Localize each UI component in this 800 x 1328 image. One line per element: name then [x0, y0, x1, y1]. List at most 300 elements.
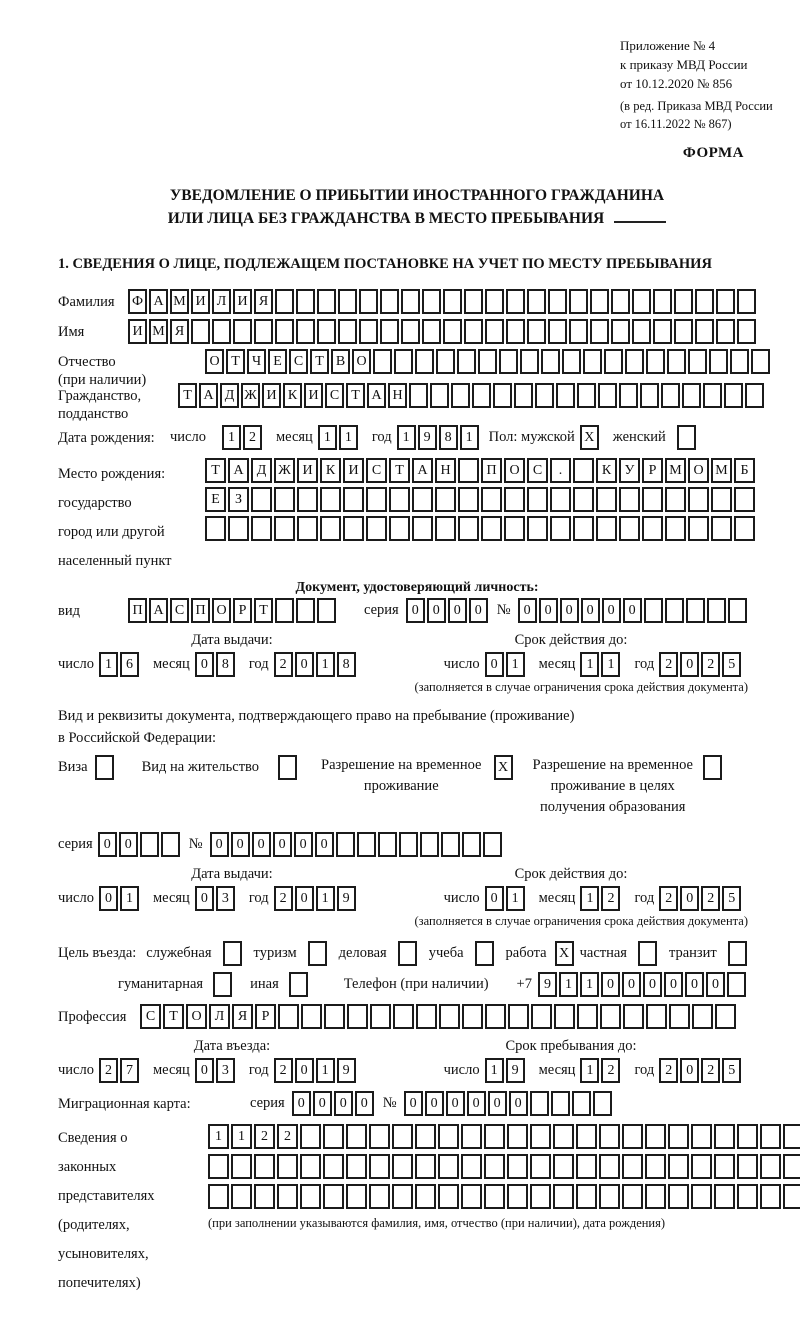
char-cell[interactable]: 9: [418, 425, 437, 450]
char-cell[interactable]: [714, 1184, 735, 1209]
char-cell[interactable]: [389, 516, 410, 541]
char-cell[interactable]: 2: [601, 1058, 620, 1083]
char-cell[interactable]: [297, 516, 318, 541]
char-cell[interactable]: Р: [233, 598, 252, 623]
char-cell[interactable]: [481, 516, 502, 541]
char-cell[interactable]: [343, 516, 364, 541]
char-cell[interactable]: [412, 516, 433, 541]
char-cell[interactable]: И: [128, 319, 147, 344]
char-cell[interactable]: А: [199, 383, 218, 408]
char-cell[interactable]: И: [233, 289, 252, 314]
char-cell[interactable]: 0: [485, 886, 504, 911]
char-cell[interactable]: 1: [99, 652, 118, 677]
char-cell[interactable]: 0: [404, 1091, 423, 1116]
char-cell[interactable]: [577, 383, 596, 408]
char-cell[interactable]: П: [128, 598, 147, 623]
purpose-tourism-checkbox[interactable]: [308, 941, 327, 966]
char-cell[interactable]: 0: [273, 832, 292, 857]
char-cell[interactable]: Т: [226, 349, 245, 374]
char-cell[interactable]: 1: [580, 886, 599, 911]
char-cell[interactable]: [737, 289, 756, 314]
char-cell[interactable]: [409, 383, 428, 408]
char-cell[interactable]: 2: [243, 425, 262, 450]
purpose-private-checkbox[interactable]: [638, 941, 657, 966]
char-cell[interactable]: [550, 487, 571, 512]
char-cell[interactable]: 1: [208, 1124, 229, 1149]
char-cell[interactable]: 9: [337, 886, 356, 911]
char-cell[interactable]: [783, 1154, 800, 1179]
char-cell[interactable]: [320, 516, 341, 541]
char-cell[interactable]: [451, 383, 470, 408]
char-cell[interactable]: Я: [232, 1004, 253, 1029]
char-cell[interactable]: 0: [292, 1091, 311, 1116]
char-cell[interactable]: О: [212, 598, 231, 623]
char-cell[interactable]: 0: [231, 832, 250, 857]
char-cell[interactable]: [711, 487, 732, 512]
char-cell[interactable]: 0: [252, 832, 271, 857]
char-cell[interactable]: [296, 319, 315, 344]
char-cell[interactable]: [653, 319, 672, 344]
char-cell[interactable]: [438, 1154, 459, 1179]
char-cell[interactable]: [645, 1154, 666, 1179]
char-cell[interactable]: [412, 487, 433, 512]
char-cell[interactable]: [420, 832, 439, 857]
char-cell[interactable]: К: [283, 383, 302, 408]
char-cell[interactable]: [688, 516, 709, 541]
char-cell[interactable]: [646, 1004, 667, 1029]
char-cell[interactable]: [338, 319, 357, 344]
char-cell[interactable]: П: [191, 598, 210, 623]
char-cell[interactable]: О: [186, 1004, 207, 1029]
char-cell[interactable]: 5: [722, 652, 741, 677]
char-cell[interactable]: Е: [205, 487, 226, 512]
char-cell[interactable]: [140, 832, 159, 857]
char-cell[interactable]: [359, 319, 378, 344]
char-cell[interactable]: [783, 1124, 800, 1149]
char-cell[interactable]: У: [619, 458, 640, 483]
char-cell[interactable]: [275, 319, 294, 344]
char-cell[interactable]: [317, 319, 336, 344]
char-cell[interactable]: [667, 349, 686, 374]
char-cell[interactable]: 1: [460, 425, 479, 450]
char-cell[interactable]: [619, 383, 638, 408]
char-cell[interactable]: 0: [664, 972, 683, 997]
char-cell[interactable]: [527, 289, 546, 314]
char-cell[interactable]: [399, 832, 418, 857]
char-cell[interactable]: [527, 516, 548, 541]
char-cell[interactable]: [596, 487, 617, 512]
char-cell[interactable]: 0: [446, 1091, 465, 1116]
char-cell[interactable]: [317, 598, 336, 623]
char-cell[interactable]: И: [262, 383, 281, 408]
char-cell[interactable]: [590, 289, 609, 314]
char-cell[interactable]: С: [527, 458, 548, 483]
char-cell[interactable]: [600, 1004, 621, 1029]
char-cell[interactable]: [576, 1124, 597, 1149]
char-cell[interactable]: [254, 1154, 275, 1179]
char-cell[interactable]: [493, 383, 512, 408]
char-cell[interactable]: [430, 383, 449, 408]
char-cell[interactable]: 9: [538, 972, 557, 997]
char-cell[interactable]: [599, 1124, 620, 1149]
char-cell[interactable]: [506, 319, 525, 344]
char-cell[interactable]: 5: [722, 1058, 741, 1083]
char-cell[interactable]: [569, 289, 588, 314]
char-cell[interactable]: 1: [318, 425, 337, 450]
char-cell[interactable]: [251, 516, 272, 541]
sex-female-checkbox[interactable]: [677, 425, 696, 450]
char-cell[interactable]: [346, 1154, 367, 1179]
char-cell[interactable]: К: [320, 458, 341, 483]
char-cell[interactable]: [590, 319, 609, 344]
char-cell[interactable]: [530, 1154, 551, 1179]
char-cell[interactable]: Е: [268, 349, 287, 374]
char-cell[interactable]: [548, 289, 567, 314]
char-cell[interactable]: 0: [355, 1091, 374, 1116]
char-cell[interactable]: [394, 349, 413, 374]
char-cell[interactable]: [438, 1124, 459, 1149]
char-cell[interactable]: [553, 1154, 574, 1179]
char-cell[interactable]: Н: [435, 458, 456, 483]
char-cell[interactable]: 9: [506, 1058, 525, 1083]
char-cell[interactable]: [422, 289, 441, 314]
char-cell[interactable]: [481, 487, 502, 512]
char-cell[interactable]: [458, 458, 479, 483]
char-cell[interactable]: [461, 1124, 482, 1149]
char-cell[interactable]: [640, 383, 659, 408]
char-cell[interactable]: С: [289, 349, 308, 374]
char-cell[interactable]: [346, 1184, 367, 1209]
char-cell[interactable]: [599, 1184, 620, 1209]
char-cell[interactable]: [323, 1124, 344, 1149]
char-cell[interactable]: [389, 487, 410, 512]
char-cell[interactable]: [751, 349, 770, 374]
char-cell[interactable]: [231, 1154, 252, 1179]
char-cell[interactable]: 1: [506, 652, 525, 677]
char-cell[interactable]: Т: [310, 349, 329, 374]
char-cell[interactable]: [727, 972, 746, 997]
char-cell[interactable]: [556, 383, 575, 408]
char-cell[interactable]: [669, 1004, 690, 1029]
char-cell[interactable]: [336, 832, 355, 857]
char-cell[interactable]: [622, 1184, 643, 1209]
char-cell[interactable]: [573, 487, 594, 512]
char-cell[interactable]: [737, 1184, 758, 1209]
char-cell[interactable]: 0: [334, 1091, 353, 1116]
char-cell[interactable]: [695, 319, 714, 344]
char-cell[interactable]: [507, 1124, 528, 1149]
char-cell[interactable]: 2: [601, 886, 620, 911]
char-cell[interactable]: [212, 319, 231, 344]
char-cell[interactable]: [665, 487, 686, 512]
char-cell[interactable]: 0: [313, 1091, 332, 1116]
char-cell[interactable]: [504, 516, 525, 541]
char-cell[interactable]: [520, 349, 539, 374]
char-cell[interactable]: [443, 289, 462, 314]
char-cell[interactable]: 0: [295, 1058, 314, 1083]
char-cell[interactable]: [668, 1124, 689, 1149]
char-cell[interactable]: [274, 516, 295, 541]
char-cell[interactable]: [441, 832, 460, 857]
char-cell[interactable]: М: [711, 458, 732, 483]
char-cell[interactable]: О: [688, 458, 709, 483]
char-cell[interactable]: [161, 832, 180, 857]
char-cell[interactable]: [611, 289, 630, 314]
char-cell[interactable]: [415, 1184, 436, 1209]
char-cell[interactable]: [485, 289, 504, 314]
char-cell[interactable]: 1: [580, 652, 599, 677]
char-cell[interactable]: И: [297, 458, 318, 483]
char-cell[interactable]: 0: [680, 1058, 699, 1083]
char-cell[interactable]: 0: [602, 598, 621, 623]
char-cell[interactable]: [707, 598, 726, 623]
char-cell[interactable]: [346, 1124, 367, 1149]
char-cell[interactable]: 0: [195, 652, 214, 677]
char-cell[interactable]: З: [228, 487, 249, 512]
char-cell[interactable]: 0: [622, 972, 641, 997]
char-cell[interactable]: [483, 832, 502, 857]
char-cell[interactable]: 2: [701, 886, 720, 911]
char-cell[interactable]: 0: [539, 598, 558, 623]
char-cell[interactable]: 2: [277, 1124, 298, 1149]
char-cell[interactable]: [623, 1004, 644, 1029]
char-cell[interactable]: 0: [467, 1091, 486, 1116]
char-cell[interactable]: 2: [99, 1058, 118, 1083]
char-cell[interactable]: 0: [294, 832, 313, 857]
char-cell[interactable]: 0: [680, 652, 699, 677]
char-cell[interactable]: А: [412, 458, 433, 483]
char-cell[interactable]: [506, 289, 525, 314]
char-cell[interactable]: 1: [339, 425, 358, 450]
char-cell[interactable]: [734, 516, 755, 541]
char-cell[interactable]: [688, 349, 707, 374]
char-cell[interactable]: 1: [316, 886, 335, 911]
char-cell[interactable]: [783, 1184, 800, 1209]
residence-permit-checkbox[interactable]: [278, 755, 297, 780]
char-cell[interactable]: М: [665, 458, 686, 483]
char-cell[interactable]: О: [205, 349, 224, 374]
char-cell[interactable]: 0: [601, 972, 620, 997]
purpose-study-checkbox[interactable]: [475, 941, 494, 966]
char-cell[interactable]: [642, 516, 663, 541]
char-cell[interactable]: 0: [509, 1091, 528, 1116]
char-cell[interactable]: О: [352, 349, 371, 374]
char-cell[interactable]: [535, 383, 554, 408]
char-cell[interactable]: [392, 1154, 413, 1179]
char-cell[interactable]: [369, 1154, 390, 1179]
char-cell[interactable]: [300, 1124, 321, 1149]
char-cell[interactable]: [338, 289, 357, 314]
char-cell[interactable]: [691, 1124, 712, 1149]
char-cell[interactable]: [278, 1004, 299, 1029]
char-cell[interactable]: Ж: [241, 383, 260, 408]
purpose-humanitarian-checkbox[interactable]: [213, 972, 232, 997]
char-cell[interactable]: [619, 516, 640, 541]
char-cell[interactable]: [550, 516, 571, 541]
char-cell[interactable]: [300, 1184, 321, 1209]
char-cell[interactable]: 0: [623, 598, 642, 623]
char-cell[interactable]: [569, 319, 588, 344]
char-cell[interactable]: И: [304, 383, 323, 408]
char-cell[interactable]: М: [170, 289, 189, 314]
char-cell[interactable]: [645, 1184, 666, 1209]
char-cell[interactable]: 2: [701, 1058, 720, 1083]
char-cell[interactable]: [644, 598, 663, 623]
char-cell[interactable]: 0: [469, 598, 488, 623]
char-cell[interactable]: [357, 832, 376, 857]
char-cell[interactable]: [527, 319, 546, 344]
char-cell[interactable]: [554, 1004, 575, 1029]
char-cell[interactable]: 1: [559, 972, 578, 997]
char-cell[interactable]: [548, 319, 567, 344]
char-cell[interactable]: [619, 487, 640, 512]
char-cell[interactable]: 0: [518, 598, 537, 623]
char-cell[interactable]: [573, 458, 594, 483]
char-cell[interactable]: 0: [425, 1091, 444, 1116]
char-cell[interactable]: 6: [120, 652, 139, 677]
char-cell[interactable]: 1: [485, 1058, 504, 1083]
char-cell[interactable]: [551, 1091, 570, 1116]
char-cell[interactable]: [462, 832, 481, 857]
char-cell[interactable]: Т: [205, 458, 226, 483]
char-cell[interactable]: [380, 319, 399, 344]
char-cell[interactable]: [642, 487, 663, 512]
char-cell[interactable]: Л: [212, 289, 231, 314]
char-cell[interactable]: [366, 516, 387, 541]
char-cell[interactable]: К: [596, 458, 617, 483]
char-cell[interactable]: [324, 1004, 345, 1029]
char-cell[interactable]: 1: [397, 425, 416, 450]
char-cell[interactable]: [191, 319, 210, 344]
char-cell[interactable]: Л: [209, 1004, 230, 1029]
char-cell[interactable]: А: [149, 598, 168, 623]
char-cell[interactable]: [296, 598, 315, 623]
char-cell[interactable]: [507, 1184, 528, 1209]
char-cell[interactable]: [583, 349, 602, 374]
char-cell[interactable]: [695, 289, 714, 314]
char-cell[interactable]: [531, 1004, 552, 1029]
char-cell[interactable]: [504, 487, 525, 512]
purpose-business-checkbox[interactable]: [398, 941, 417, 966]
char-cell[interactable]: [275, 289, 294, 314]
char-cell[interactable]: [724, 383, 743, 408]
char-cell[interactable]: [686, 598, 705, 623]
char-cell[interactable]: [393, 1004, 414, 1029]
char-cell[interactable]: [233, 319, 252, 344]
char-cell[interactable]: [401, 319, 420, 344]
char-cell[interactable]: [347, 1004, 368, 1029]
char-cell[interactable]: [415, 1154, 436, 1179]
char-cell[interactable]: [737, 1154, 758, 1179]
char-cell[interactable]: [484, 1124, 505, 1149]
char-cell[interactable]: 1: [120, 886, 139, 911]
char-cell[interactable]: 9: [337, 1058, 356, 1083]
char-cell[interactable]: [439, 1004, 460, 1029]
char-cell[interactable]: [527, 487, 548, 512]
char-cell[interactable]: 0: [685, 972, 704, 997]
char-cell[interactable]: [514, 383, 533, 408]
char-cell[interactable]: Т: [178, 383, 197, 408]
char-cell[interactable]: [622, 1124, 643, 1149]
char-cell[interactable]: [604, 349, 623, 374]
char-cell[interactable]: [228, 516, 249, 541]
char-cell[interactable]: [730, 349, 749, 374]
char-cell[interactable]: А: [228, 458, 249, 483]
char-cell[interactable]: [598, 383, 617, 408]
char-cell[interactable]: [205, 516, 226, 541]
char-cell[interactable]: [461, 1154, 482, 1179]
char-cell[interactable]: Ч: [247, 349, 266, 374]
char-cell[interactable]: 0: [195, 886, 214, 911]
char-cell[interactable]: [462, 1004, 483, 1029]
char-cell[interactable]: [728, 598, 747, 623]
char-cell[interactable]: [369, 1184, 390, 1209]
char-cell[interactable]: [443, 319, 462, 344]
char-cell[interactable]: [737, 319, 756, 344]
char-cell[interactable]: [715, 1004, 736, 1029]
char-cell[interactable]: [576, 1184, 597, 1209]
char-cell[interactable]: [317, 289, 336, 314]
char-cell[interactable]: [711, 516, 732, 541]
char-cell[interactable]: [691, 1184, 712, 1209]
char-cell[interactable]: [343, 487, 364, 512]
char-cell[interactable]: Т: [254, 598, 273, 623]
char-cell[interactable]: 0: [98, 832, 117, 857]
char-cell[interactable]: [484, 1184, 505, 1209]
char-cell[interactable]: 3: [216, 886, 235, 911]
char-cell[interactable]: 0: [581, 598, 600, 623]
char-cell[interactable]: [380, 289, 399, 314]
char-cell[interactable]: 0: [485, 652, 504, 677]
char-cell[interactable]: [484, 1154, 505, 1179]
char-cell[interactable]: 2: [659, 886, 678, 911]
char-cell[interactable]: [435, 487, 456, 512]
char-cell[interactable]: [373, 349, 392, 374]
char-cell[interactable]: [760, 1154, 781, 1179]
char-cell[interactable]: 0: [99, 886, 118, 911]
char-cell[interactable]: [674, 289, 693, 314]
visa-checkbox[interactable]: [95, 755, 114, 780]
char-cell[interactable]: 3: [216, 1058, 235, 1083]
char-cell[interactable]: 8: [439, 425, 458, 450]
char-cell[interactable]: 0: [680, 886, 699, 911]
char-cell[interactable]: И: [343, 458, 364, 483]
char-cell[interactable]: [745, 383, 764, 408]
char-cell[interactable]: Д: [251, 458, 272, 483]
char-cell[interactable]: М: [149, 319, 168, 344]
char-cell[interactable]: [653, 289, 672, 314]
char-cell[interactable]: [714, 1124, 735, 1149]
char-cell[interactable]: Б: [734, 458, 755, 483]
char-cell[interactable]: [416, 1004, 437, 1029]
char-cell[interactable]: [599, 1154, 620, 1179]
char-cell[interactable]: 2: [274, 886, 293, 911]
char-cell[interactable]: [668, 1154, 689, 1179]
char-cell[interactable]: [553, 1184, 574, 1209]
char-cell[interactable]: Т: [346, 383, 365, 408]
char-cell[interactable]: [401, 289, 420, 314]
char-cell[interactable]: 2: [659, 1058, 678, 1083]
char-cell[interactable]: [668, 1184, 689, 1209]
char-cell[interactable]: 0: [448, 598, 467, 623]
char-cell[interactable]: А: [367, 383, 386, 408]
char-cell[interactable]: [625, 349, 644, 374]
char-cell[interactable]: 5: [722, 886, 741, 911]
char-cell[interactable]: [692, 1004, 713, 1029]
char-cell[interactable]: 1: [580, 972, 599, 997]
char-cell[interactable]: [472, 383, 491, 408]
char-cell[interactable]: С: [366, 458, 387, 483]
